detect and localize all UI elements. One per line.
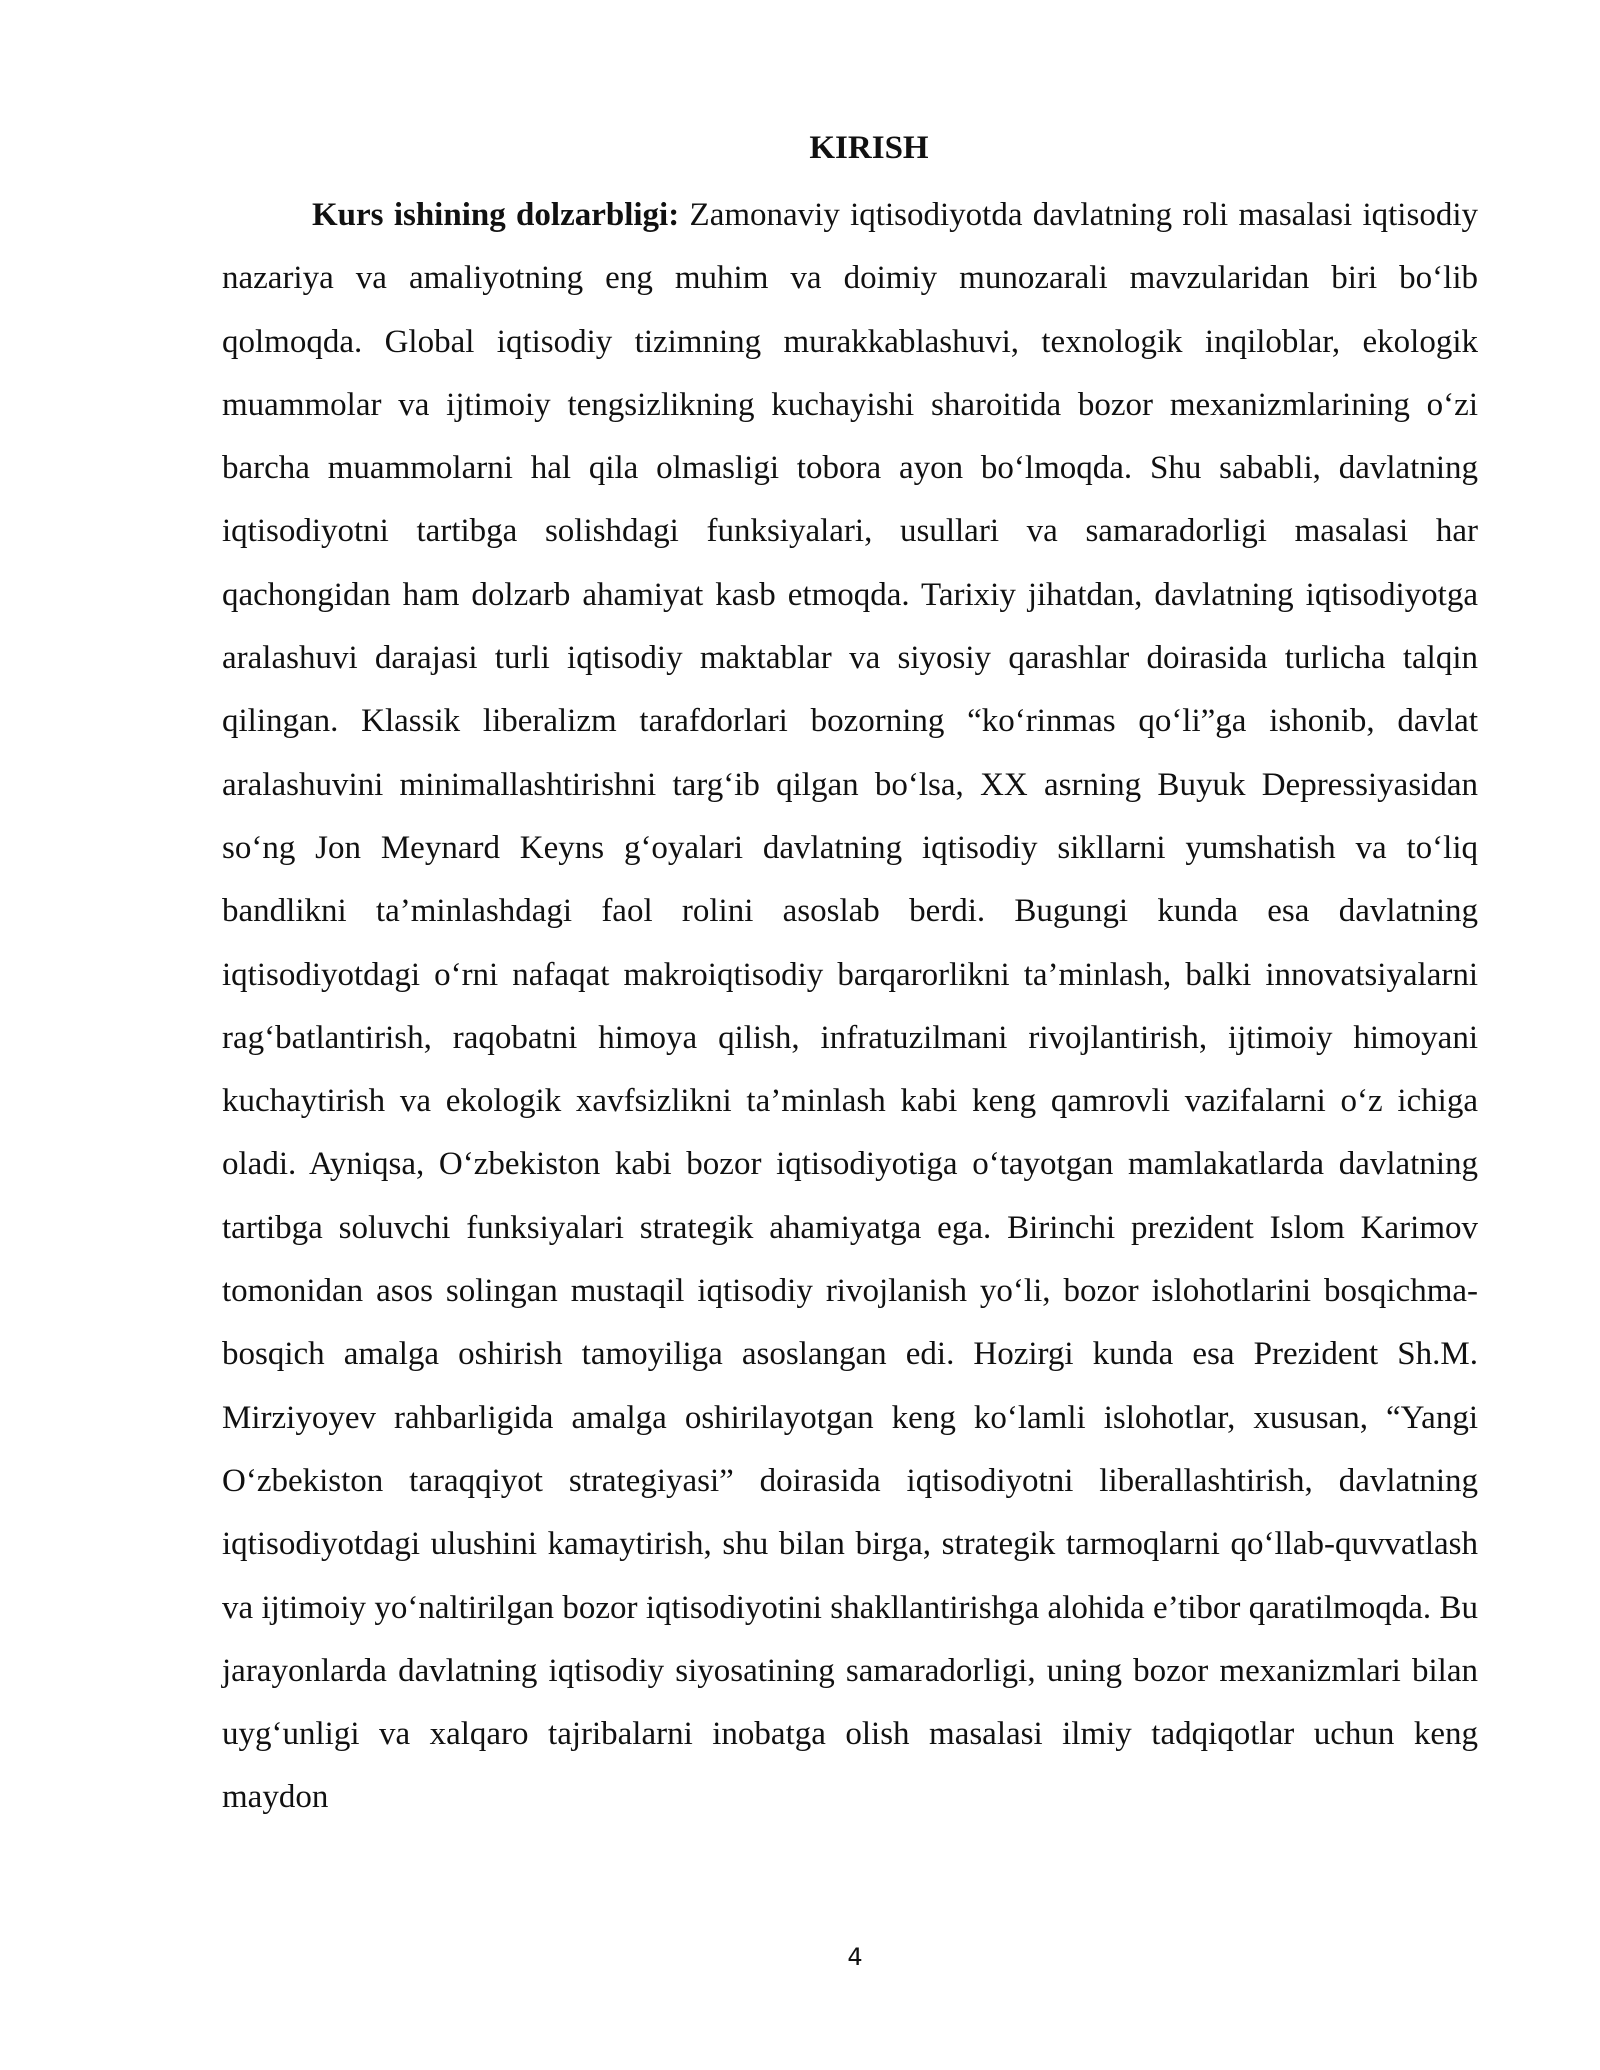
paragraph-lead: Kurs ishining dolzarbligi:: [312, 197, 680, 233]
paragraph-body: Zamonaviy iqtisodiyotda davlatning roli masalasi iqtisodiy nazariya va amaliyotning eng muhim va doimiy munozarali mavzularidan biri bo‘lib qolmoqda. Global iqtisodiy tizimning murakkablashuvi, texnologik inqiloblar, ekologik muammolar va ijtimoiy tengsizlikning kuchayishi sharoitida bozor mexanizmlarining o‘zi barcha muammolarni hal qila olmasligi tobora ayon bo‘lmoqda. Shu sababli, davlatning iqtisodiyotni tartibga solishdagi funksiyalari, usullari va samaradorligi masalasi har qachongidan ham dolzarb ahamiyat kasb etmoqda. Tarixiy jihatdan, davlatning iqtisodiyotga aralashuvi darajasi turli iqtisodiy maktablar va siyosiy qarashlar doirasida turlicha talqin qilingan. Klassik liberalizm tarafdorlari bozorning “ko‘rinmas qo‘li”ga ishonib, davlat aralashuvini minimallashtirishni targ‘ib qilgan bo‘lsa, XX asrning Buyuk Depressiyasidan so‘ng Jon Meynard Keyns g‘oyalari davlatning iqtisodiy sikllarni yumshatish va to‘liq bandlikni ta’minlashdagi faol rolini asoslab berdi. Bugungi kunda esa davlatning iqtisodiyotdagi o‘rni nafaqat makroiqtisodiy barqarorlikni ta’minlash, balki innovatsiyalarni rag‘batlantirish, raqobatni himoya qilish, infratuzilmani rivojlantirish, ijtimoiy himoyani kuchaytirish va ekologik xavfsizlikni ta’minlash kabi keng qamrovli vazifalarni o‘z ichiga oladi. Ayniqsa, O‘zbekiston kabi bozor iqtisodiyotiga o‘tayotgan mamlakatlarda davlatning tartibga soluvchi funksiyalari strategik ahamiyatga ega. Birinchi prezident Islom Karimov tomonidan asos solingan mustaqil iqtisodiy rivojlanish yo‘li, bozor islohotlarini bosqichma-bosqich amalga oshirish tamoyiliga asoslangan edi. Hozirgi kunda esa Prezident Sh.M. Mirziyoyev rahbarligida amalga oshirilayotgan keng ko‘lamli islohotlar, xususan, “Yangi O‘zbekiston taraqqiyot strategiyasi” doirasida iqtisodiyotni liberallashtirish, davlatning iqtisodiyotdagi ulushini kamaytirish, shu bilan birga, strategik tarmoqlarni qo‘llab-quvvatlash va ijtimoiy yo‘naltirilgan bozor iqtisodiyotini shakllantirishga alohida e’tibor qaratilmoqda. Bu jarayonlarda davlatning iqtisodiy siyosatining samaradorligi, uning bozor mexanizmlari bilan uyg‘unligi va xalqaro tajribalarni inobatga olish masalasi ilmiy tadqiqotlar uchun keng maydon: [222, 197, 1478, 1816]
page-number: 4: [847, 1943, 863, 1971]
intro-paragraph: [222, 184, 1478, 1830]
section-heading: KIRISH: [809, 130, 929, 166]
